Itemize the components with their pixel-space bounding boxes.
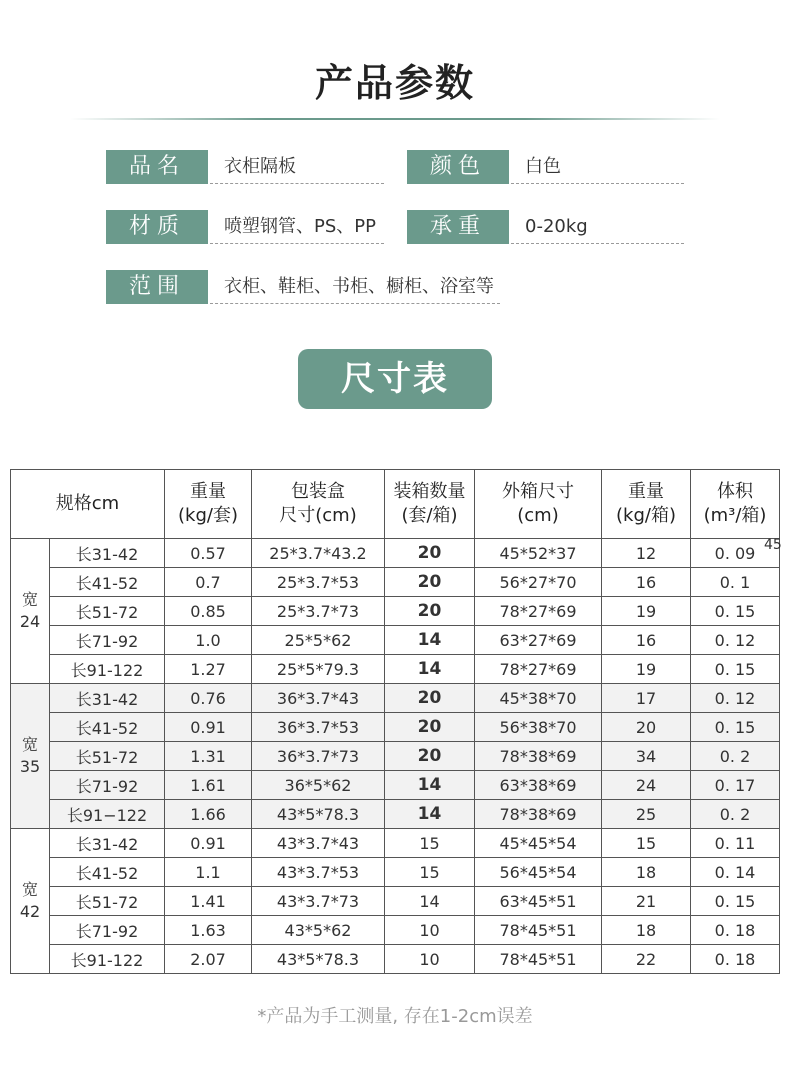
volume-cell: 0. 15 <box>691 655 780 684</box>
box-size-cell: 43*3.7*43 <box>252 829 385 858</box>
quantity-cell: 14 <box>385 800 475 829</box>
table-row <box>11 742 780 771</box>
carton-size-cell: 63*38*69 <box>475 771 602 800</box>
table-row <box>11 771 780 800</box>
carton-weight-cell: 21 <box>602 887 691 916</box>
carton-size-cell: 78*27*69 <box>475 597 602 626</box>
volume-cell: 0. 18 <box>691 916 780 945</box>
carton-size-cell: 78*45*51 <box>475 945 602 974</box>
carton-weight-cell: 15 <box>602 829 691 858</box>
size-chart-heading: 尺寸表 <box>298 349 492 409</box>
volume-cell: 0. 14 <box>691 858 780 887</box>
header-weight: 重量 (kg/套) <box>165 470 252 539</box>
carton-size-cell: 56*45*54 <box>475 858 602 887</box>
carton-weight-cell: 24 <box>602 771 691 800</box>
carton-weight-cell: 18 <box>602 916 691 945</box>
box-size-cell: 25*5*62 <box>252 626 385 655</box>
length-cell: 长71-92 <box>50 771 165 800</box>
carton-size-cell: 45*38*70 <box>475 684 602 713</box>
carton-weight-cell: 18 <box>602 858 691 887</box>
carton-weight-cell: 20 <box>602 713 691 742</box>
carton-weight-cell: 19 <box>602 655 691 684</box>
quantity-cell: 10 <box>385 916 475 945</box>
table-row <box>11 829 780 858</box>
quantity-cell: 20 <box>385 713 475 742</box>
param-label-color: 颜色 <box>407 150 509 184</box>
weight-cell: 1.41 <box>165 887 252 916</box>
length-cell: 长31-42 <box>50 829 165 858</box>
table-row <box>11 887 780 916</box>
table-row <box>11 684 780 713</box>
table-row <box>11 539 780 568</box>
box-size-cell: 43*3.7*73 <box>252 887 385 916</box>
title-divider <box>70 118 720 120</box>
stray-label: 45 <box>764 537 782 553</box>
quantity-cell: 14 <box>385 887 475 916</box>
table-row <box>11 858 780 887</box>
param-value-color: 白色 <box>511 150 684 184</box>
box-size-cell: 43*5*62 <box>252 916 385 945</box>
carton-size-cell: 78*27*69 <box>475 655 602 684</box>
carton-size-cell: 78*38*69 <box>475 800 602 829</box>
length-cell: 长41-52 <box>50 713 165 742</box>
weight-cell: 1.0 <box>165 626 252 655</box>
length-cell: 长91−122 <box>50 800 165 829</box>
box-size-cell: 25*3.7*43.2 <box>252 539 385 568</box>
length-cell: 长51-72 <box>50 742 165 771</box>
weight-cell: 1.31 <box>165 742 252 771</box>
volume-cell: 0. 2 <box>691 742 780 771</box>
volume-cell: 0. 15 <box>691 713 780 742</box>
size-table <box>10 469 780 974</box>
length-cell: 长91-122 <box>50 655 165 684</box>
param-label-material: 材质 <box>106 210 208 244</box>
carton-size-cell: 56*27*70 <box>475 568 602 597</box>
volume-cell: 0. 2 <box>691 800 780 829</box>
box-size-cell: 25*3.7*53 <box>252 568 385 597</box>
volume-cell: 0. 11 <box>691 829 780 858</box>
box-size-cell: 36*5*62 <box>252 771 385 800</box>
header-spec: 规格cm <box>11 470 165 539</box>
quantity-cell: 14 <box>385 771 475 800</box>
volume-cell: 0. 18 <box>691 945 780 974</box>
box-size-cell: 25*3.7*73 <box>252 597 385 626</box>
weight-cell: 0.85 <box>165 597 252 626</box>
box-size-cell: 36*3.7*43 <box>252 684 385 713</box>
param-value-material: 喷塑钢管、PS、PP <box>210 210 384 244</box>
quantity-cell: 14 <box>385 655 475 684</box>
length-cell: 长41-52 <box>50 858 165 887</box>
table-row <box>11 713 780 742</box>
length-cell: 长31-42 <box>50 539 165 568</box>
weight-cell: 0.91 <box>165 713 252 742</box>
volume-cell: 0. 1 <box>691 568 780 597</box>
box-size-cell: 36*3.7*53 <box>252 713 385 742</box>
param-label-scope: 范围 <box>106 270 208 304</box>
volume-cell: 0. 15 <box>691 597 780 626</box>
weight-cell: 1.63 <box>165 916 252 945</box>
width-group-cell: 宽 24 <box>11 539 50 684</box>
quantity-cell: 20 <box>385 597 475 626</box>
measurement-note: *产品为手工测量, 存在1-2cm误差 <box>257 1006 533 1027</box>
volume-cell: 0. 17 <box>691 771 780 800</box>
weight-cell: 0.91 <box>165 829 252 858</box>
quantity-cell: 14 <box>385 626 475 655</box>
carton-weight-cell: 19 <box>602 597 691 626</box>
volume-cell: 0. 09 <box>691 539 780 568</box>
quantity-cell: 20 <box>385 568 475 597</box>
param-label-name: 品名 <box>106 150 208 184</box>
volume-cell: 0. 12 <box>691 626 780 655</box>
box-size-cell: 43*5*78.3 <box>252 800 385 829</box>
carton-size-cell: 78*45*51 <box>475 916 602 945</box>
carton-size-cell: 63*45*51 <box>475 887 602 916</box>
header-box-size: 包装盒 尺寸(cm) <box>252 470 385 539</box>
header-volume: 体积 (m³/箱) <box>691 470 780 539</box>
length-cell: 长91-122 <box>50 945 165 974</box>
weight-cell: 2.07 <box>165 945 252 974</box>
quantity-cell: 10 <box>385 945 475 974</box>
header-quantity: 装箱数量 (套/箱) <box>385 470 475 539</box>
table-row <box>11 597 780 626</box>
quantity-cell: 20 <box>385 684 475 713</box>
page-title: 产品参数 <box>314 61 475 105</box>
width-group-cell: 宽 35 <box>11 684 50 829</box>
length-cell: 长71-92 <box>50 916 165 945</box>
header-carton-weight: 重量 (kg/箱) <box>602 470 691 539</box>
carton-size-cell: 45*45*54 <box>475 829 602 858</box>
carton-weight-cell: 25 <box>602 800 691 829</box>
box-size-cell: 43*5*78.3 <box>252 945 385 974</box>
carton-weight-cell: 17 <box>602 684 691 713</box>
table-header-row <box>11 470 780 539</box>
quantity-cell: 20 <box>385 539 475 568</box>
carton-size-cell: 63*27*69 <box>475 626 602 655</box>
carton-size-cell: 45*52*37 <box>475 539 602 568</box>
volume-cell: 0. 12 <box>691 684 780 713</box>
carton-weight-cell: 12 <box>602 539 691 568</box>
weight-cell: 1.27 <box>165 655 252 684</box>
weight-cell: 1.1 <box>165 858 252 887</box>
param-value-scope: 衣柜、鞋柜、书柜、橱柜、浴室等 <box>210 270 500 304</box>
header-carton-size: 外箱尺寸 (cm) <box>475 470 602 539</box>
table-row <box>11 916 780 945</box>
length-cell: 长41-52 <box>50 568 165 597</box>
weight-cell: 0.57 <box>165 539 252 568</box>
param-value-load: 0-20kg <box>511 210 684 244</box>
carton-weight-cell: 16 <box>602 568 691 597</box>
weight-cell: 0.76 <box>165 684 252 713</box>
carton-weight-cell: 22 <box>602 945 691 974</box>
table-row <box>11 655 780 684</box>
weight-cell: 1.61 <box>165 771 252 800</box>
box-size-cell: 25*5*79.3 <box>252 655 385 684</box>
volume-cell: 0. 15 <box>691 887 780 916</box>
table-row <box>11 626 780 655</box>
carton-weight-cell: 16 <box>602 626 691 655</box>
table-row <box>11 568 780 597</box>
width-group-cell: 宽 42 <box>11 829 50 974</box>
param-value-name: 衣柜隔板 <box>210 150 384 184</box>
carton-size-cell: 56*38*70 <box>475 713 602 742</box>
table-row <box>11 800 780 829</box>
carton-weight-cell: 34 <box>602 742 691 771</box>
table-row <box>11 945 780 974</box>
length-cell: 长51-72 <box>50 887 165 916</box>
quantity-cell: 15 <box>385 858 475 887</box>
weight-cell: 0.7 <box>165 568 252 597</box>
box-size-cell: 36*3.7*73 <box>252 742 385 771</box>
param-label-load: 承重 <box>407 210 509 244</box>
length-cell: 长71-92 <box>50 626 165 655</box>
weight-cell: 1.66 <box>165 800 252 829</box>
box-size-cell: 43*3.7*53 <box>252 858 385 887</box>
length-cell: 长51-72 <box>50 597 165 626</box>
length-cell: 长31-42 <box>50 684 165 713</box>
quantity-cell: 20 <box>385 742 475 771</box>
carton-size-cell: 78*38*69 <box>475 742 602 771</box>
quantity-cell: 15 <box>385 829 475 858</box>
